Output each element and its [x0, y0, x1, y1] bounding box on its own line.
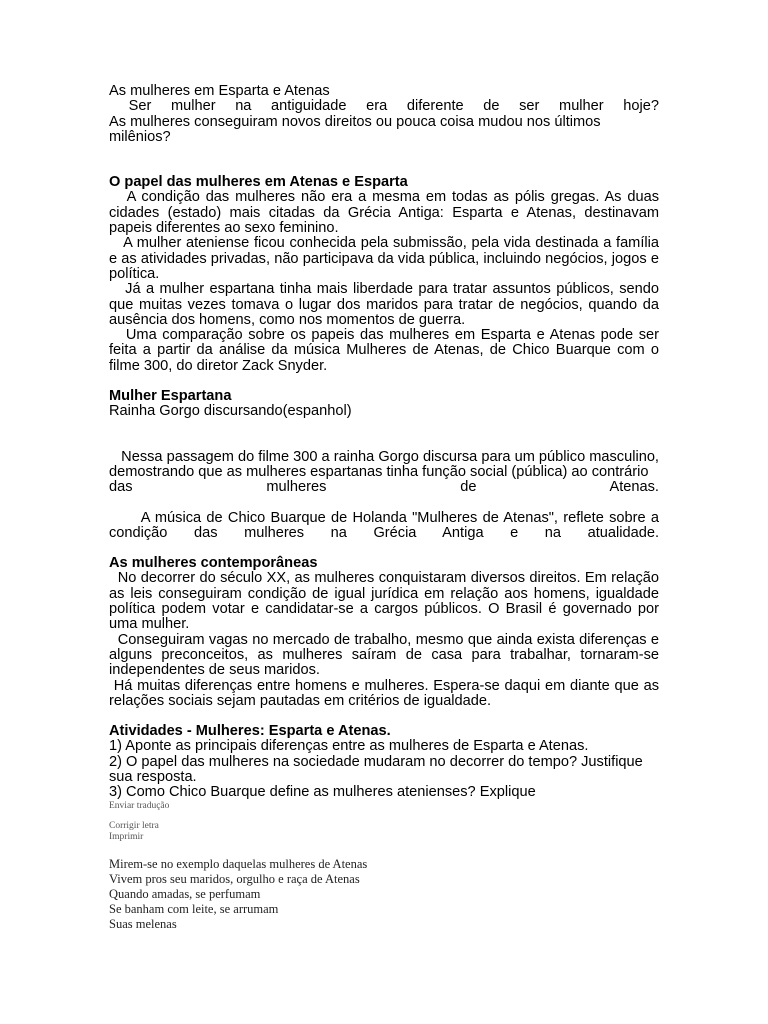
activity-question-1: 1) Aponte as principais diferenças entre as mulheres de Esparta e Atenas.: [109, 738, 589, 755]
activity-question-2: 2) O papel das mulheres na sociedade mudaram no decorrer do tempo? Justifique sua resposta.: [109, 753, 643, 785]
papel-paragraph-2-text: A mulher ateniense ficou conhecida pela submissão, pela vida destinada a família e as atividades privadas, não participava da vida pública, incluindo negócios, jogos e política.: [109, 235, 659, 282]
contemporaneas-paragraph-1: [109, 571, 659, 632]
papel-paragraph-4-text: Uma comparação sobre os papeis das mulheres em Esparta e Atenas pode ser feita a partir da análise da música Mulheres de Atenas, de Chico Buarque com o filme 300, do diretor Zack Snyder.: [109, 327, 659, 374]
contemporaneas-paragraph-1-text: No decorrer do século XX, as mulheres conquistaram diversos direitos. Em relação as leis conseguiram condição de igual jurídica em relação aos homens, igualdade política podem votar e candidatar-se a cargos públicos. O Brasil é governado por uma mulher.: [109, 570, 660, 633]
papel-paragraph-4: [109, 328, 659, 374]
papel-paragraph-3: [109, 282, 659, 328]
papel-paragraph-1-text: A condição das mulheres não era a mesma em todas as pólis gregas. As duas cidades (estado) mais citadas da Grécia Antiga: Esparta e Atenas, destinavam papeis diferentes ao sexo feminino.: [109, 189, 659, 237]
passagem-paragraph-1-text: Nessa passagem do filme 300 a rainha Gorgo discursa para um público masculino, demostrando que as mulheres espartanas tinha função social (pública) ao contrário: [109, 448, 659, 480]
send-translation-link[interactable]: Enviar tradução: [109, 800, 170, 811]
intro-question-2: As mulheres conseguiram novos direitos ou pouca coisa mudou nos últimos milênios?: [109, 113, 601, 145]
lyrics-block: [109, 857, 659, 932]
activity-question-3: 3) Como Chico Buarque define as mulheres atenienses? Explique: [109, 784, 536, 801]
passagem-paragraph-2-end: condição das mulheres na Grécia Antiga e na atualidade.: [109, 524, 659, 541]
video-caption: Rainha Gorgo discursando(espanhol): [109, 403, 352, 420]
document-page: [109, 84, 659, 932]
document-title: As mulheres em Esparta e Atenas: [109, 83, 330, 99]
correct-lyrics-link[interactable]: Corrigir letra: [109, 820, 159, 831]
spacer: [109, 709, 659, 724]
spacer: [109, 496, 659, 511]
lyrics-line: Quando amadas, se perfumam: [109, 886, 261, 901]
spacer: [109, 843, 659, 857]
passagem-paragraph-2-text: A música de Chico Buarque de Holanda "Mulheres de Atenas", reflete sobre a: [140, 509, 660, 526]
passagem-paragraph-2: [109, 511, 659, 526]
spacer: [109, 420, 659, 450]
spacer: [109, 374, 659, 389]
intro-question-1: [109, 99, 659, 114]
passagem-paragraph-1: [109, 450, 659, 481]
section-heading-papel: O papel das mulheres em Atenas e Esparta: [109, 174, 408, 191]
passagem-paragraph-1-end: das mulheres de Atenas.: [109, 479, 659, 496]
section-heading-atividades: Atividades - Mulheres: Esparta e Atenas.: [109, 723, 391, 740]
papel-paragraph-2: [109, 236, 659, 282]
print-link[interactable]: Imprimir: [109, 831, 144, 842]
spacer: [109, 812, 659, 821]
contemporaneas-paragraph-3-text: Há muitas diferenças entre homens e mulheres. Espera-se daqui em diante que as relações sociais sejam pautadas em critérios de igualdade.: [109, 677, 659, 709]
intro-question-1-text: Ser mulher na antiguidade era diferente de ser mulher hoje?: [128, 98, 659, 115]
spacer: [109, 145, 659, 175]
papel-paragraph-1: [109, 190, 659, 236]
contemporaneas-paragraph-2-text: Conseguiram vagas no mercado de trabalho, mesmo que ainda exista diferenças e alguns preconceitos, as mulheres saíram de casa para trabalhar, tornaram-se independentes de seus maridos.: [109, 631, 659, 679]
lyrics-line: Se banham com leite, se arrumam: [109, 901, 279, 916]
lyrics-line: Suas melenas: [109, 916, 177, 931]
papel-paragraph-3-text: Já a mulher espartana tinha mais liberdade para tratar assuntos públicos, sendo que muitas vezes tomava o lugar dos maridos para tratar de negócios, quando da ausência dos homens, como nos momentos de guerra.: [109, 281, 659, 328]
contemporaneas-paragraph-3: [109, 679, 659, 710]
lyrics-line: Vivem pros seu maridos, orgulho e raça de Atenas: [109, 871, 360, 886]
spacer: [109, 541, 659, 556]
section-heading-espartana: Mulher Espartana: [109, 388, 232, 405]
lyrics-line: Mirem-se no exemplo daquelas mulheres de Atenas: [109, 856, 368, 871]
section-heading-contemporaneas: As mulheres contemporâneas: [109, 555, 318, 572]
contemporaneas-paragraph-2: [109, 633, 659, 679]
